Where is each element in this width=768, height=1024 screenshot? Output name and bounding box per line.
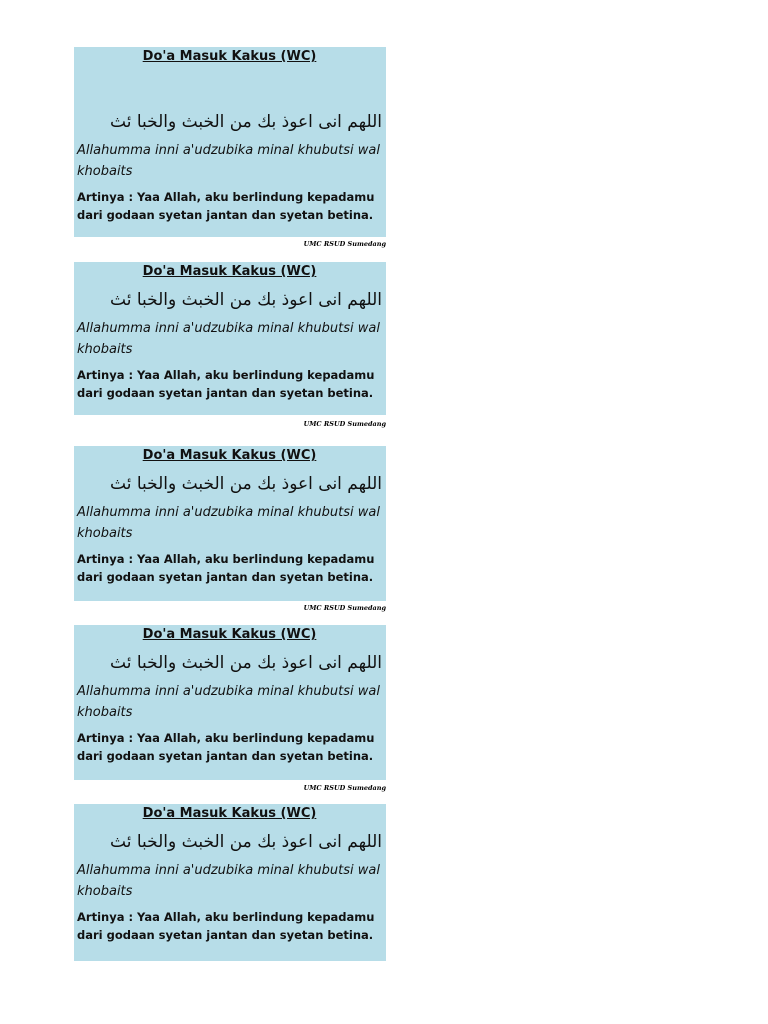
card-footer-credit: UMC RSUD Sumedang bbox=[303, 784, 386, 792]
arabic-prayer-text: اللهم انى اعوذ بك من الخبث والخبا ئث bbox=[110, 290, 382, 310]
meaning-text: Artinya : Yaa Allah, aku berlindung kepadamu dari godaan syetan jantan dan syetan betina. bbox=[77, 731, 375, 763]
transliteration-text: Allahumma inni a'udzubika minal khubutsi wal khobaits bbox=[77, 863, 380, 899]
prayer-card-3 bbox=[74, 446, 386, 601]
card-title: Do'a Masuk Kakus (WC) bbox=[142, 264, 317, 279]
meaning-text: Artinya : Yaa Allah, aku berlindung kepadamu dari godaan syetan jantan dan syetan betina. bbox=[77, 910, 375, 942]
arabic-prayer-text: اللهم انى اعوذ بك من الخبث والخبا ئث bbox=[110, 653, 382, 673]
transliteration-text: Allahumma inni a'udzubika minal khubutsi wal khobaits bbox=[77, 505, 380, 541]
arabic-prayer-text: اللهم انى اعوذ بك من الخبث والخبا ئث bbox=[110, 832, 382, 852]
arabic-prayer-text: اللهم انى اعوذ بك من الخبث والخبا ئث bbox=[110, 112, 382, 132]
card-footer-credit: UMC RSUD Sumedang bbox=[303, 604, 386, 612]
card-title: Do'a Masuk Kakus (WC) bbox=[142, 49, 317, 64]
transliteration-text: Allahumma inni a'udzubika minal khubutsi wal khobaits bbox=[77, 143, 380, 179]
arabic-prayer-text: اللهم انى اعوذ بك من الخبث والخبا ئث bbox=[110, 474, 382, 494]
transliteration-text: Allahumma inni a'udzubika minal khubutsi wal khobaits bbox=[77, 321, 380, 357]
meaning-text: Artinya : Yaa Allah, aku berlindung kepadamu dari godaan syetan jantan dan syetan betina. bbox=[77, 552, 375, 584]
card-footer-credit: UMC RSUD Sumedang bbox=[303, 420, 386, 428]
prayer-card-1 bbox=[74, 47, 386, 237]
meaning-text: Artinya : Yaa Allah, aku berlindung kepadamu dari godaan syetan jantan dan syetan betina. bbox=[77, 190, 375, 222]
card-title: Do'a Masuk Kakus (WC) bbox=[142, 806, 317, 821]
transliteration-text: Allahumma inni a'udzubika minal khubutsi wal khobaits bbox=[77, 684, 380, 720]
prayer-card-2 bbox=[74, 262, 386, 415]
prayer-card-5 bbox=[74, 804, 386, 961]
meaning-text: Artinya : Yaa Allah, aku berlindung kepadamu dari godaan syetan jantan dan syetan betina. bbox=[77, 368, 375, 400]
card-footer-credit: UMC RSUD Sumedang bbox=[303, 240, 386, 248]
prayer-card-4 bbox=[74, 625, 386, 780]
card-title: Do'a Masuk Kakus (WC) bbox=[142, 627, 317, 642]
card-title: Do'a Masuk Kakus (WC) bbox=[142, 448, 317, 463]
